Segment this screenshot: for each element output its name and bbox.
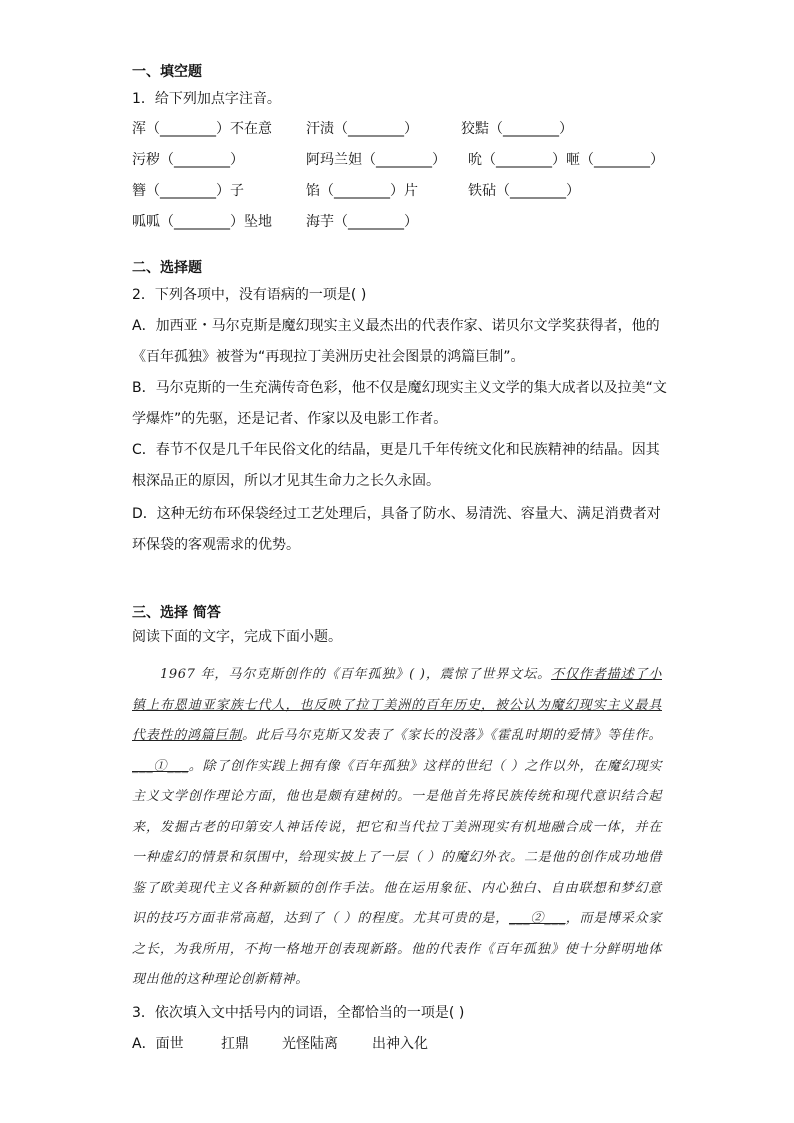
question-1: 1．给下列加点字注音。	[132, 91, 281, 107]
underlined-sentence: 不仅作者描述了小镇上布恩迪亚家族七代人，也反映了拉丁美洲的百年历史，被公认为魔幻现实主义最具代表性的鸿篇巨制	[132, 667, 662, 743]
question-2: 2．下列各项中，没有语病的一项是( )	[132, 287, 367, 303]
section-3-heading: 三、选择 简答	[132, 605, 221, 621]
section-1-heading: 一、填空题	[132, 64, 202, 80]
option-a-line-1: A．加西亚・马尔克斯是魔幻现实主义最杰出的代表作家、诺贝尔文学奖获得者，他的	[132, 318, 660, 334]
fill-item: 海芋（________）	[306, 214, 418, 230]
reading-passage	[132, 660, 662, 996]
blank-2: ___②___	[508, 911, 566, 926]
section-2-heading: 二、选择题	[132, 260, 202, 276]
option-a-word: 出神入化	[372, 1036, 428, 1052]
fill-item: 呱呱（________）坠地	[132, 214, 272, 230]
passage-sentence: 。此后马尔克斯又发表了《家长的没落》《霍乱时期的爱情》等佳作。	[242, 728, 662, 743]
blank-1: ___①___	[132, 758, 189, 774]
option-d-line-1: D．这种无纺布环保袋经过工艺处理后，具备了防水、易清洗、容量大、满足消费者对	[132, 506, 661, 522]
passage-sentence: 1967 年，马尔克斯创作的《百年孤独》( )，震惊了世界文坛。	[160, 667, 552, 682]
fill-item: 吮（________）咂（________）	[468, 152, 664, 168]
option-b-line-2: 学爆炸”的先驱，还是记者、作家以及电影工作者。	[132, 411, 448, 427]
option-a-word: 扛鼎	[221, 1036, 249, 1052]
option-c-line-2: 根深品正的原因，所以才见其生命力之长久永固。	[132, 473, 440, 489]
option-b-line-1: B．马尔克斯的一生充满传奇色彩，他不仅是魔幻现实主义文学的集大成者以及拉美“文	[132, 380, 667, 396]
fill-item: 阿玛兰妲（________）	[306, 152, 446, 168]
option-d-line-2: 环保袋的客观需求的优势。	[132, 537, 300, 553]
option-a-line-2: 《百年孤独》被誉为“再现拉丁美洲历史社会图景的鸿篇巨制”。	[132, 349, 525, 365]
fill-item: 浑（________）不在意	[132, 121, 272, 137]
question-3: 3．依次填入文中括号内的词语，全都恰当的一项是( )	[132, 1005, 465, 1021]
passage-sentence: ，而是博采众家之长，为我所用，不拘一格地开创表现新路。他的代表作《百年孤独》使十分鲜明地体现出他的这种理论创新精神。	[132, 911, 663, 987]
passage-sentence: 。除了创作实践上拥有像《百年孤独》这样的世纪（ ）之作以外，在魔幻现实主义文学创作理论方面，他也是颇有建树的。一是他首先将民族传统和现代意识结合起来，发掘古老的印第安人神话传说，把它和当代拉丁美洲现实有机地融合成一体，并在一种虚幻的情景和氛围中，给现实披上了一层（ ）的魔幻外衣。二是他的创作成功地借鉴了欧美现代主义各种新颖的创作手法。他在运用象征、内心独白、自由联想和梦幻意识的技巧方面非常高超，达到了（ ）的程度。尤其可贵的是，	[132, 758, 662, 926]
option-a-word: 光怪陆离	[282, 1036, 338, 1052]
fill-item: 污秽（________）	[132, 152, 244, 168]
option-c-line-1: C．春节不仅是几千年民俗文化的结晶，更是几千年传统文化和民族精神的结晶。因其	[132, 442, 660, 458]
fill-item: 簪（________）子	[132, 183, 244, 199]
reading-intro: 阅读下面的文字，完成下面小题。	[132, 629, 342, 645]
option-a-word: A．面世	[132, 1036, 184, 1052]
fill-item: 汗渍（________）	[306, 121, 418, 137]
fill-item: 狡黠（________）	[461, 121, 573, 137]
fill-item: 馅（________）片	[306, 183, 418, 199]
fill-item: 铁砧（________）	[468, 183, 580, 199]
